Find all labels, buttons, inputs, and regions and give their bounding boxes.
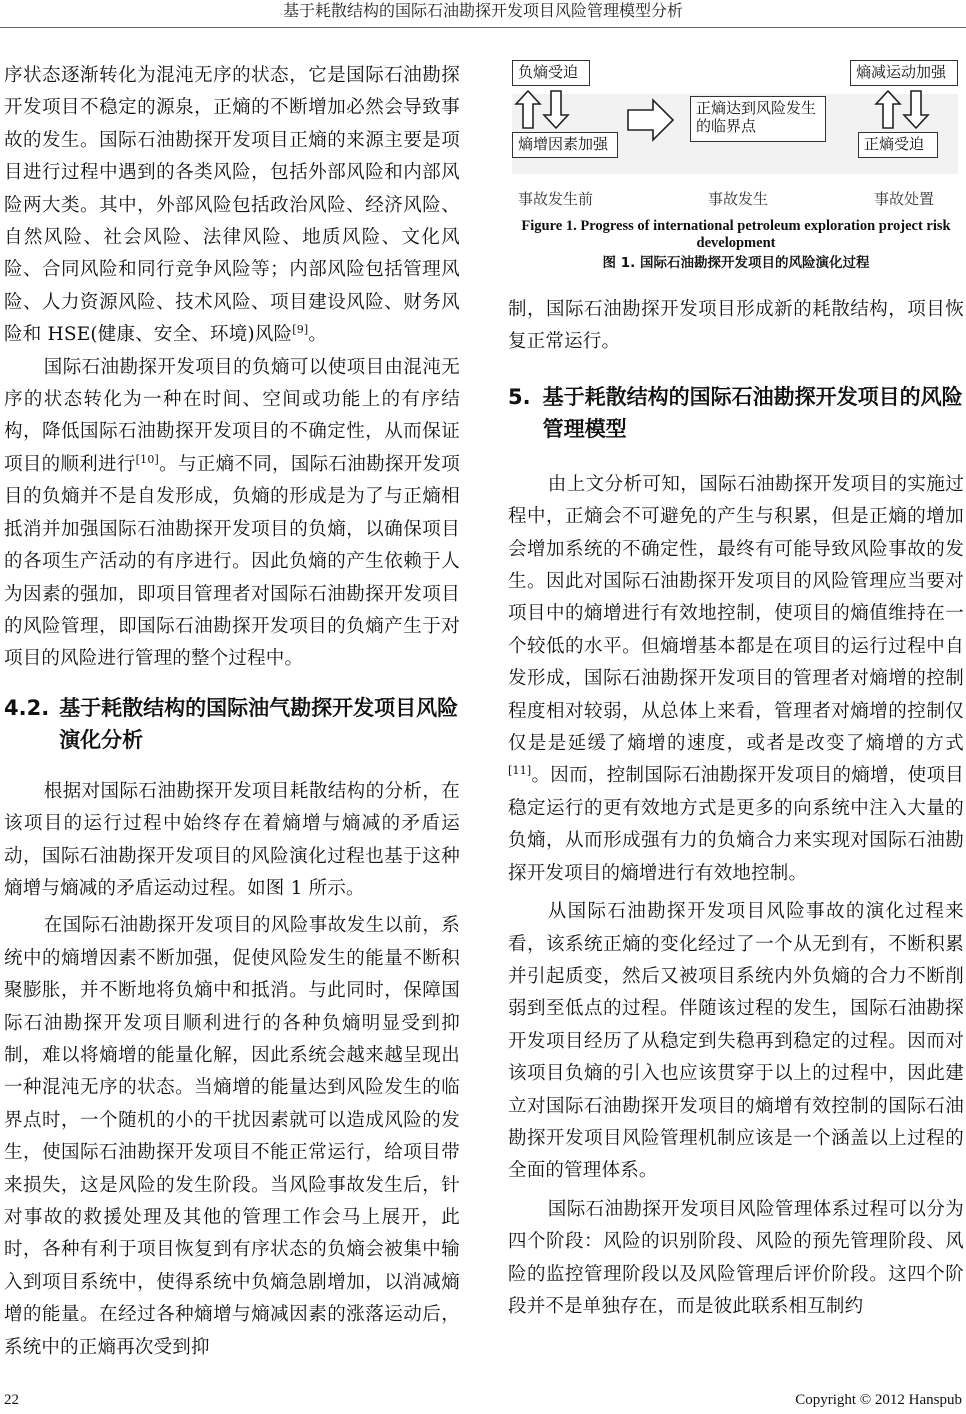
paragraph: 从国际石油勘探开发项目风险事故的演化过程来看，该系统正熵的变化经过了一个从无到有，不断积累并引起质变，然后又被项目系统内外负熵的合力不断削弱到至低点的过程。伴随该过程的发生，国际石油勘探开发项目经历了从稳定到失稳再到稳定的过程。因而对该项目负熵的引入也应该贯穿于以上的过程中，因此建立对国际石油勘探开发项目的熵增有效控制的国际石油勘探开发项目风险管理机制应该是一个涵盖以上过程的全面的管理体系。 bbox=[508, 901, 964, 1182]
section-title: 基于耗散结构的国际石油勘探开发项目的风险管理模型 bbox=[542, 384, 963, 441]
figure-caption-english: Figure 1. Progress of international petroleum exploration project risk development bbox=[521, 218, 951, 251]
up-arrow-icon bbox=[516, 91, 540, 128]
section-heading bbox=[508, 381, 964, 445]
box-critical-point: 正熵达到风险发生的临界点 bbox=[690, 96, 826, 142]
page-number: 22 bbox=[4, 1392, 19, 1408]
paragraph: 国际石油勘探开发项目风险管理体系过程可以分为四个阶段：风险的识别阶段、风险的预先管理阶段、风险的监控管理阶段以及风险管理后评价阶段。这四个阶段并不是单独存在，而是彼此联系相互制约 bbox=[508, 1198, 964, 1317]
paragraph: 在国际石油勘探开发项目的风险事故发生以前，系统中的熵增因素不断加强，促使风险发生的能量不断积聚膨胀，并不断地将负熵中和抵消。与此同时，保障国际石油勘探开发项目顺利进行的各种负熵明显受到抑制，难以将熵增的能量化解，因此系统会越来越呈现出一种混沌无序的状态。当熵增的能量达到风险发生的临界点时，一个随机的小的干扰因素就可以造成风险的发生，使国际石油勘探开发项目不能正常运行，给项目带来损失，这是风险的发生阶段。当风险事故发生后，针对事故的救援处理及其他的管理工作会马上展开，此时，各种有利于项目恢复到有序状态的负熵会被集中输入到项目系统中，使得系统中负熵急剧增加，以消减熵增的能量。在经过各种熵增与熵减因素的涨落运动后，系统中的正熵再次受到抑 bbox=[4, 915, 460, 1358]
box-negative-entropy-stressed: 负熵受迫 bbox=[512, 60, 590, 86]
stage-label-after: 事故处置 bbox=[874, 190, 935, 208]
paragraph: 根据对国际石油勘探开发项目耗散结构的分析，在该项目的运行过程中始终存在着熵增与熵减的矛盾运动，国际石油勘探开发项目的风险演化过程也基于这种熵增与熵减的矛盾运动过程。如图 1 所示。 bbox=[4, 780, 460, 899]
box-positive-entropy-stressed: 正熵受迫 bbox=[858, 132, 938, 158]
paragraph: 制，国际石油勘探开发项目形成新的耗散结构，项目恢复正常运行。 bbox=[508, 299, 964, 353]
down-arrow-icon bbox=[904, 91, 928, 128]
figure-1-diagram bbox=[508, 58, 964, 218]
figure-caption-chinese: 图 1. 国际石油勘探开发项目的风险演化过程 bbox=[602, 255, 870, 271]
up-arrow-icon bbox=[876, 91, 900, 128]
citation[interactable]: [9] bbox=[292, 323, 309, 337]
section-number: 4.2. bbox=[4, 695, 50, 720]
section-title: 基于耗散结构的国际油气勘探开发项目风险演化分析 bbox=[59, 695, 459, 752]
running-header: 基于耗散结构的国际石油勘探开发项目风险管理模型分析 bbox=[282, 1, 683, 20]
paragraph: 国际石油勘探开发项目的负熵可以使项目由混沌无序的状态转化为一种在时间、空间或功能上的有序结构，降低国际石油勘探开发项目的不确定性，从而保证项目的顺利进行[10]。与正熵不同，国际石油勘探开发项目的负熵并不是自发形成，负熵的形成是为了与正熵相抵消并加强国际石油勘探开发项目的负熵，以确保项目的各项生产活动的有序进行。因此负熵的产生依赖于人为因素的强加，即项目管理者对国际石油勘探开发项目的风险管理，即国际石油勘探开发项目的负熵产生于对项目的风险进行管理的整个过程中。 bbox=[4, 356, 461, 670]
left-column bbox=[4, 60, 460, 1364]
right-arrow-icon bbox=[628, 100, 673, 140]
down-arrow-icon bbox=[544, 91, 568, 128]
stage-label-during: 事故发生 bbox=[708, 190, 769, 208]
header-rule bbox=[0, 27, 966, 28]
citation[interactable]: [11] bbox=[508, 764, 532, 778]
paragraph: 序状态逐渐转化为混沌无序的状态，它是国际石油勘探开发项目不稳定的源泉，正熵的不断增加必然会导致事故的发生。国际石油勘探开发项目正熵的来源主要是项目进行过程中遇到的各类风险，包括外部风险和内部风险两大类。其中，外部风险包括政治风险、经济风险、自然风险、社会风险、法律风险、地质风险、文化风险、合同风险和同行竞争风险等；内部风险包括管理风险、人力资源风险、技术风险、项目建设风险、财务风险和 HSE(健康、安全、环境)风险[9]。 bbox=[4, 65, 460, 346]
paragraph: 由上文分析可知，国际石油勘探开发项目的实施过程中，正熵会不可避免的产生与积累，但是正熵的增加会增加系统的不确定性，最终有可能导致风险事故的发生。因此对国际石油勘探开发项目的风险管理应当要对项目中的熵增进行有效地控制，使项目的熵值维持在一个较低的水平。但熵增基本都是在项目的运行过程中自发形成，国际石油勘探开发项目的管理者对熵增的控制程度相对较弱，从总体上来看，管理者对熵增的控制仅仅是是延缓了熵增的速度，或者是改变了熵增的方式[11]。因而，控制国际石油勘探开发项目的熵增，使项目稳定运行的更有效地方式是更多的向系统中注入大量的负熵，从而形成强有力的负熵合力来实现对国际石油勘探开发项目的熵增进行有效地控制。 bbox=[508, 473, 964, 884]
section-heading bbox=[4, 692, 460, 756]
box-entropy-decrease: 熵减运动加强 bbox=[850, 60, 958, 86]
box-entropy-increase: 熵增因素加强 bbox=[512, 132, 618, 158]
copyright-notice: Copyright © 2012 Hanspub bbox=[795, 1392, 962, 1408]
citation[interactable]: [10] bbox=[135, 452, 160, 466]
stage-label-before: 事故发生前 bbox=[518, 190, 594, 208]
right-column bbox=[508, 58, 964, 1323]
section-number: 5. bbox=[508, 384, 531, 409]
